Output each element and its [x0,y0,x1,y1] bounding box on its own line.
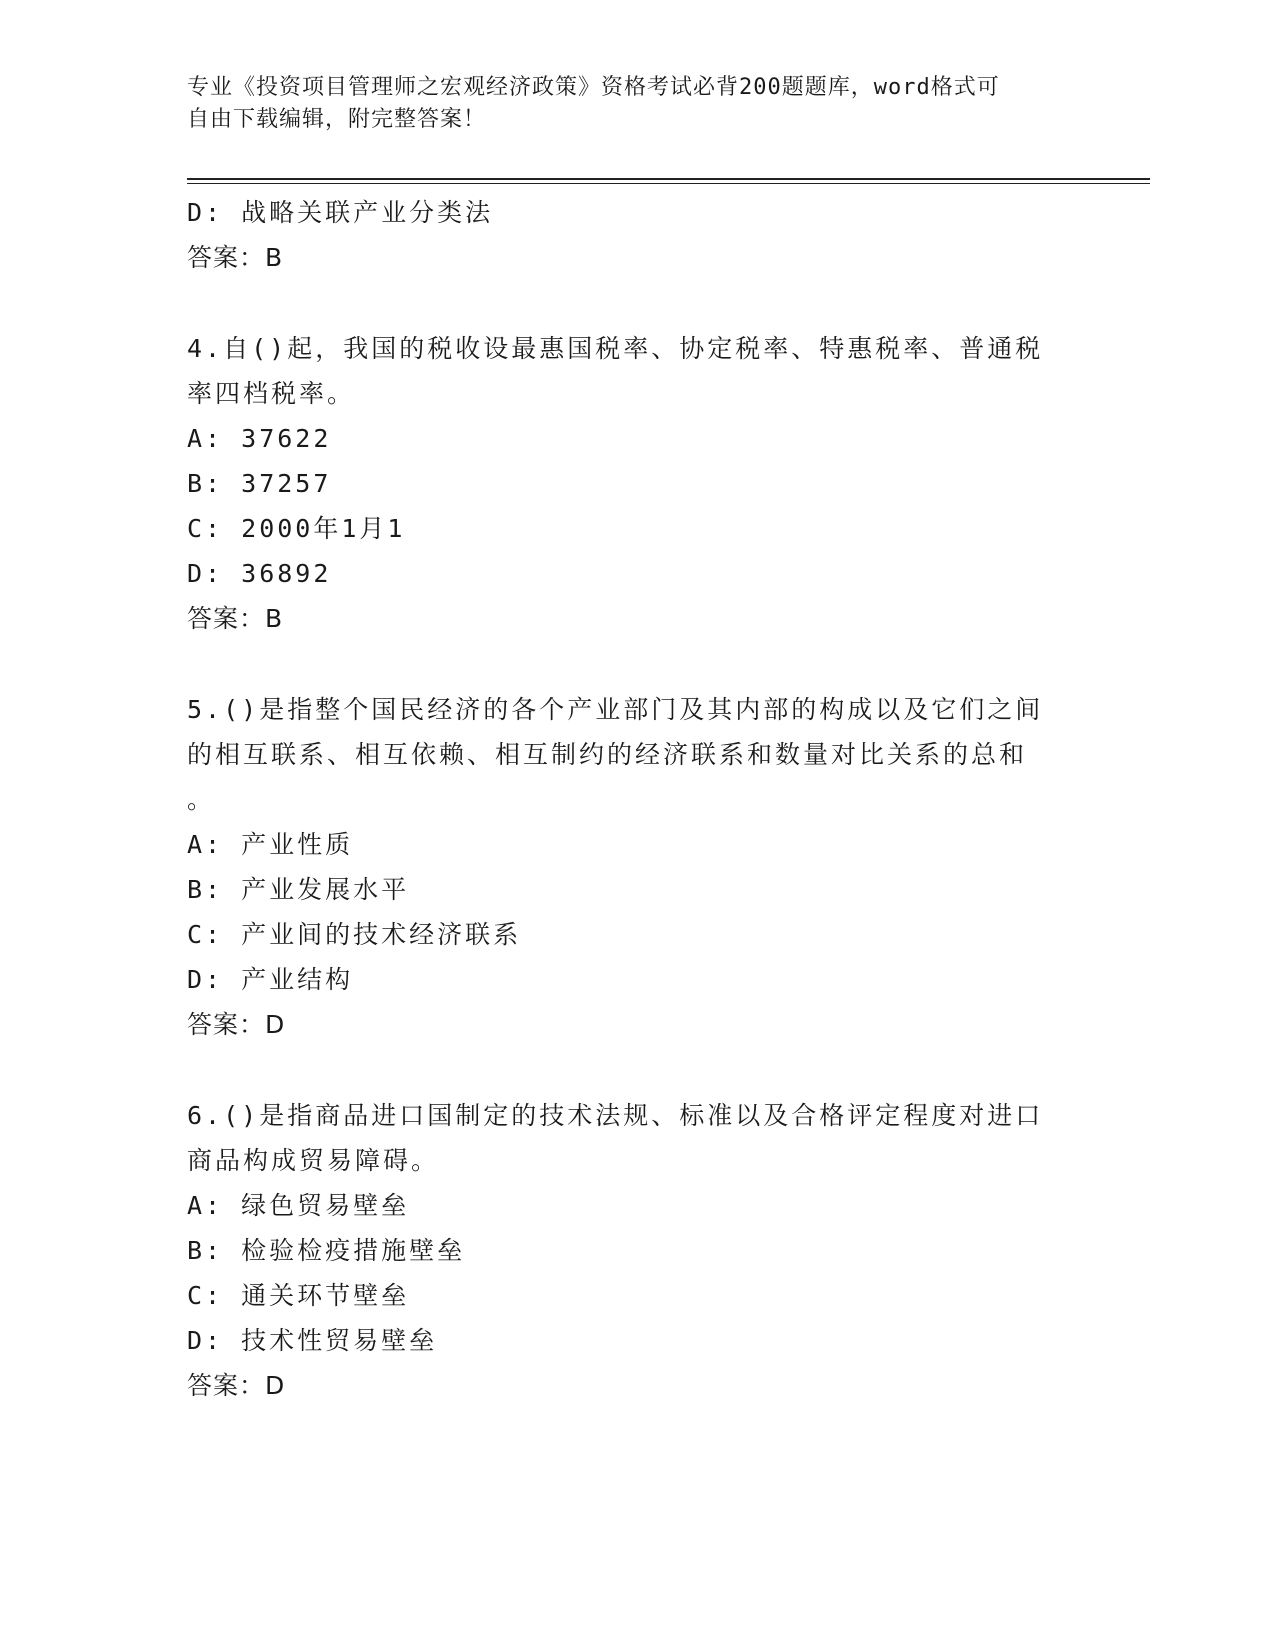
option-a: A: 绿色贸易壁垒 [187,1191,410,1220]
option-d: D: 36892 [187,559,332,588]
question-stem-line: 。 [187,785,216,814]
question-stem-line: 5.()是指整个国民经济的各个产业部门及其内部的构成以及它们之间 [187,695,1044,724]
answer: 答案：D [187,1010,286,1039]
option-c: C: 产业间的技术经济联系 [187,920,522,949]
option-c: C: 2000年1月1 [187,514,406,543]
option-a: A: 产业性质 [187,830,354,859]
question-stem-line: 商品构成贸易障碍。 [187,1146,440,1175]
question-4 [187,326,1067,641]
header-line-1: 专业《投资项目管理师之宏观经济政策》资格考试必背200题题库，word格式可 [187,75,1000,100]
option-b: B: 检验检疫措施壁垒 [187,1236,466,1265]
option-b: B: 37257 [187,469,332,498]
header-rule-thick [187,178,1150,180]
answer: 答案：B [187,604,284,633]
question-list [187,190,1067,1408]
option-d: D: 战略关联产业分类法 [187,198,494,227]
header-line-2: 自由下载编辑，附完整答案！ [187,107,487,132]
header-rule-thin [187,183,1150,184]
question-stem-line: 6.()是指商品进口国制定的技术法规、标准以及合格评定程度对进口 [187,1101,1044,1130]
answer: 答案：D [187,1371,286,1400]
question-stem-line: 率四档税率。 [187,379,356,408]
option-c: C: 通关环节壁垒 [187,1281,410,1310]
option-a: A: 37622 [187,424,332,453]
question-5 [187,687,1067,1047]
question-stem-line: 的相互联系、相互依赖、相互制约的经济联系和数量对比关系的总和 [187,740,1028,769]
document-header [187,72,1067,136]
option-d: D: 技术性贸易壁垒 [187,1326,438,1355]
option-b: B: 产业发展水平 [187,875,410,904]
question-stem-line: 4.自()起，我国的税收设最惠国税率、协定税率、特惠税率、普通税 [187,334,1044,363]
question-3-tail [187,190,1067,280]
answer: 答案：B [187,243,284,272]
question-6 [187,1093,1067,1408]
option-d: D: 产业结构 [187,965,354,994]
